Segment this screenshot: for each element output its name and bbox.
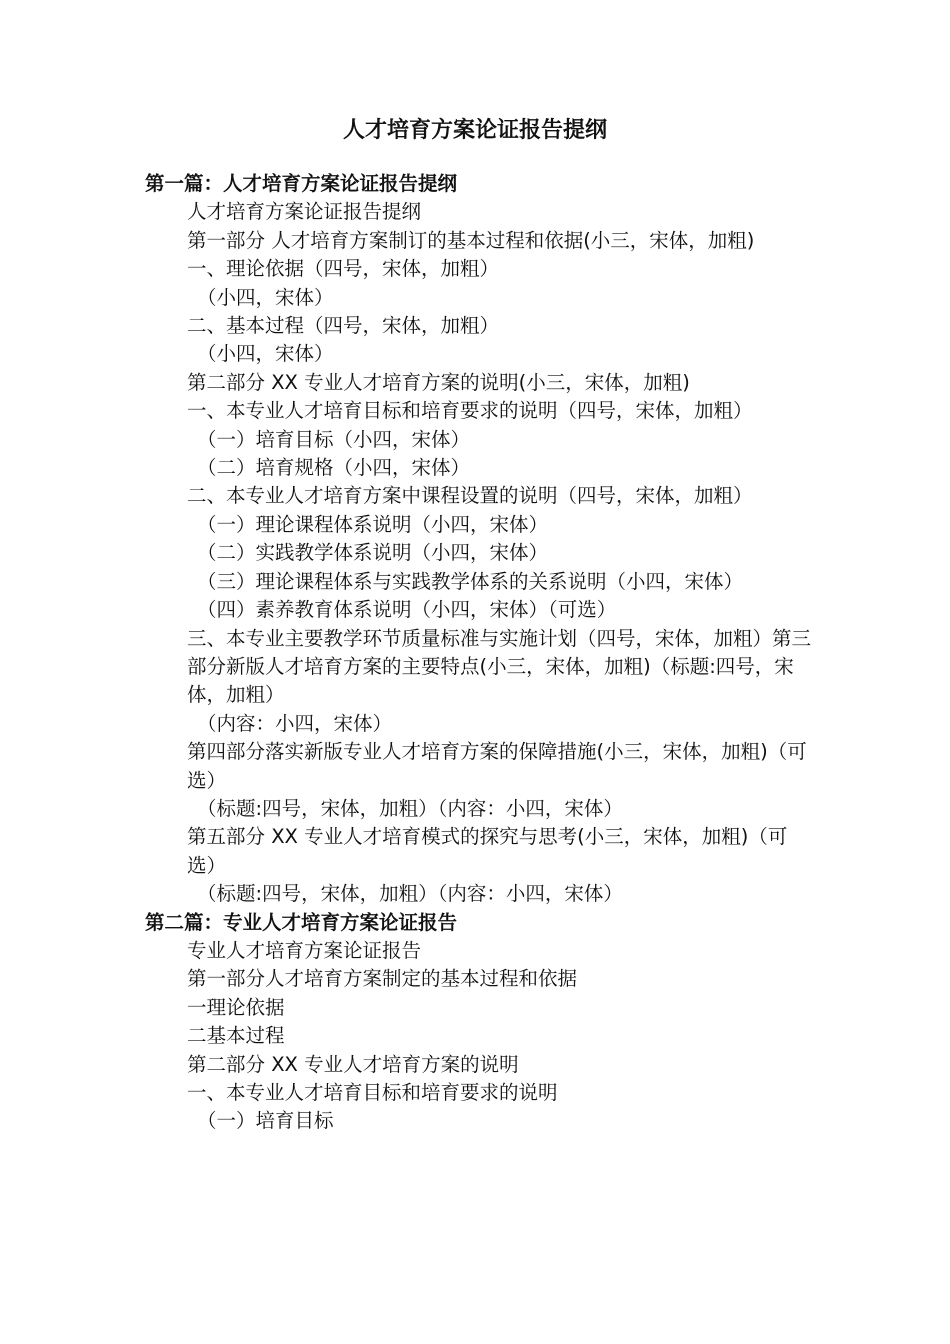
document-line: （内容：小四，宋体）	[197, 711, 393, 735]
document-line: （一）理论课程体系说明（小四，宋体）	[197, 512, 549, 536]
document-line: （小四，宋体）	[197, 342, 334, 366]
document-line: 专业人才培育方案论证报告	[187, 938, 422, 962]
document-line: （标题:四号，宋体，加粗）（内容：小四，宋体）	[197, 796, 623, 820]
document-line: （四）素养教育体系说明（小四，宋体）（可选）	[197, 598, 617, 622]
document-line: （一）培育目标	[197, 1109, 334, 1133]
section-heading: 第二篇：专业人才培育方案论证报告	[145, 910, 458, 934]
section-heading: 第一篇：人才培育方案论证报告提纲	[145, 172, 458, 195]
document-line: 三、本专业主要教学环节质量标准与实施计划（四号，宋体，加粗）第三部分新版人才培育方案的主要特点(小三，宋体，加粗)（标题:四号，宋体，加粗）	[187, 626, 812, 707]
document-line: 第五部分 XX 专业人才培育模式的探究与思考(小三，宋体，加粗)（可选）	[187, 825, 788, 877]
document-line: 第一部分 人才培育方案制订的基本过程和依据(小三，宋体，加粗)	[187, 228, 755, 252]
document-title: 人才培育方案论证报告提纲	[342, 118, 607, 143]
document-line: 第四部分落实新版专业人才培育方案的保障措施(小三，宋体，加粗)（可选）	[187, 740, 807, 792]
document-line: （二）实践教学体系说明（小四，宋体）	[197, 541, 549, 565]
document-line: 人才培育方案论证报告提纲	[187, 200, 422, 224]
document-line: 二基本过程	[187, 1024, 285, 1048]
document-line: 二、本专业人才培育方案中课程设置的说明（四号，宋体，加粗）	[187, 484, 753, 508]
document-line: 二、基本过程（四号，宋体，加粗）	[187, 314, 500, 338]
document-line: 第一部分人才培育方案制定的基本过程和依据	[187, 967, 578, 991]
document-line: （标题:四号，宋体，加粗）（内容：小四，宋体）	[197, 882, 623, 906]
document-body	[145, 170, 813, 1136]
document-line: 一理论依据	[187, 995, 285, 1019]
document-line: （二）培育规格（小四，宋体）	[197, 456, 471, 480]
document-line: 一、本专业人才培育目标和培育要求的说明	[187, 1081, 558, 1104]
document-line: 第二部分 XX 专业人才培育方案的说明(小三，宋体，加粗)	[187, 370, 690, 394]
document-line: （小四，宋体）	[197, 285, 334, 309]
document-line: 第二部分 XX 专业人才培育方案的说明	[187, 1052, 519, 1076]
document-line: 一、本专业人才培育目标和培育要求的说明（四号，宋体，加粗）	[187, 399, 753, 423]
document-line: （三）理论课程体系与实践教学体系的关系说明（小四，宋体）	[197, 569, 744, 593]
document-line: 一、理论依据（四号，宋体，加粗）	[187, 257, 500, 281]
document-line: （一）培育目标（小四，宋体）	[197, 427, 471, 451]
